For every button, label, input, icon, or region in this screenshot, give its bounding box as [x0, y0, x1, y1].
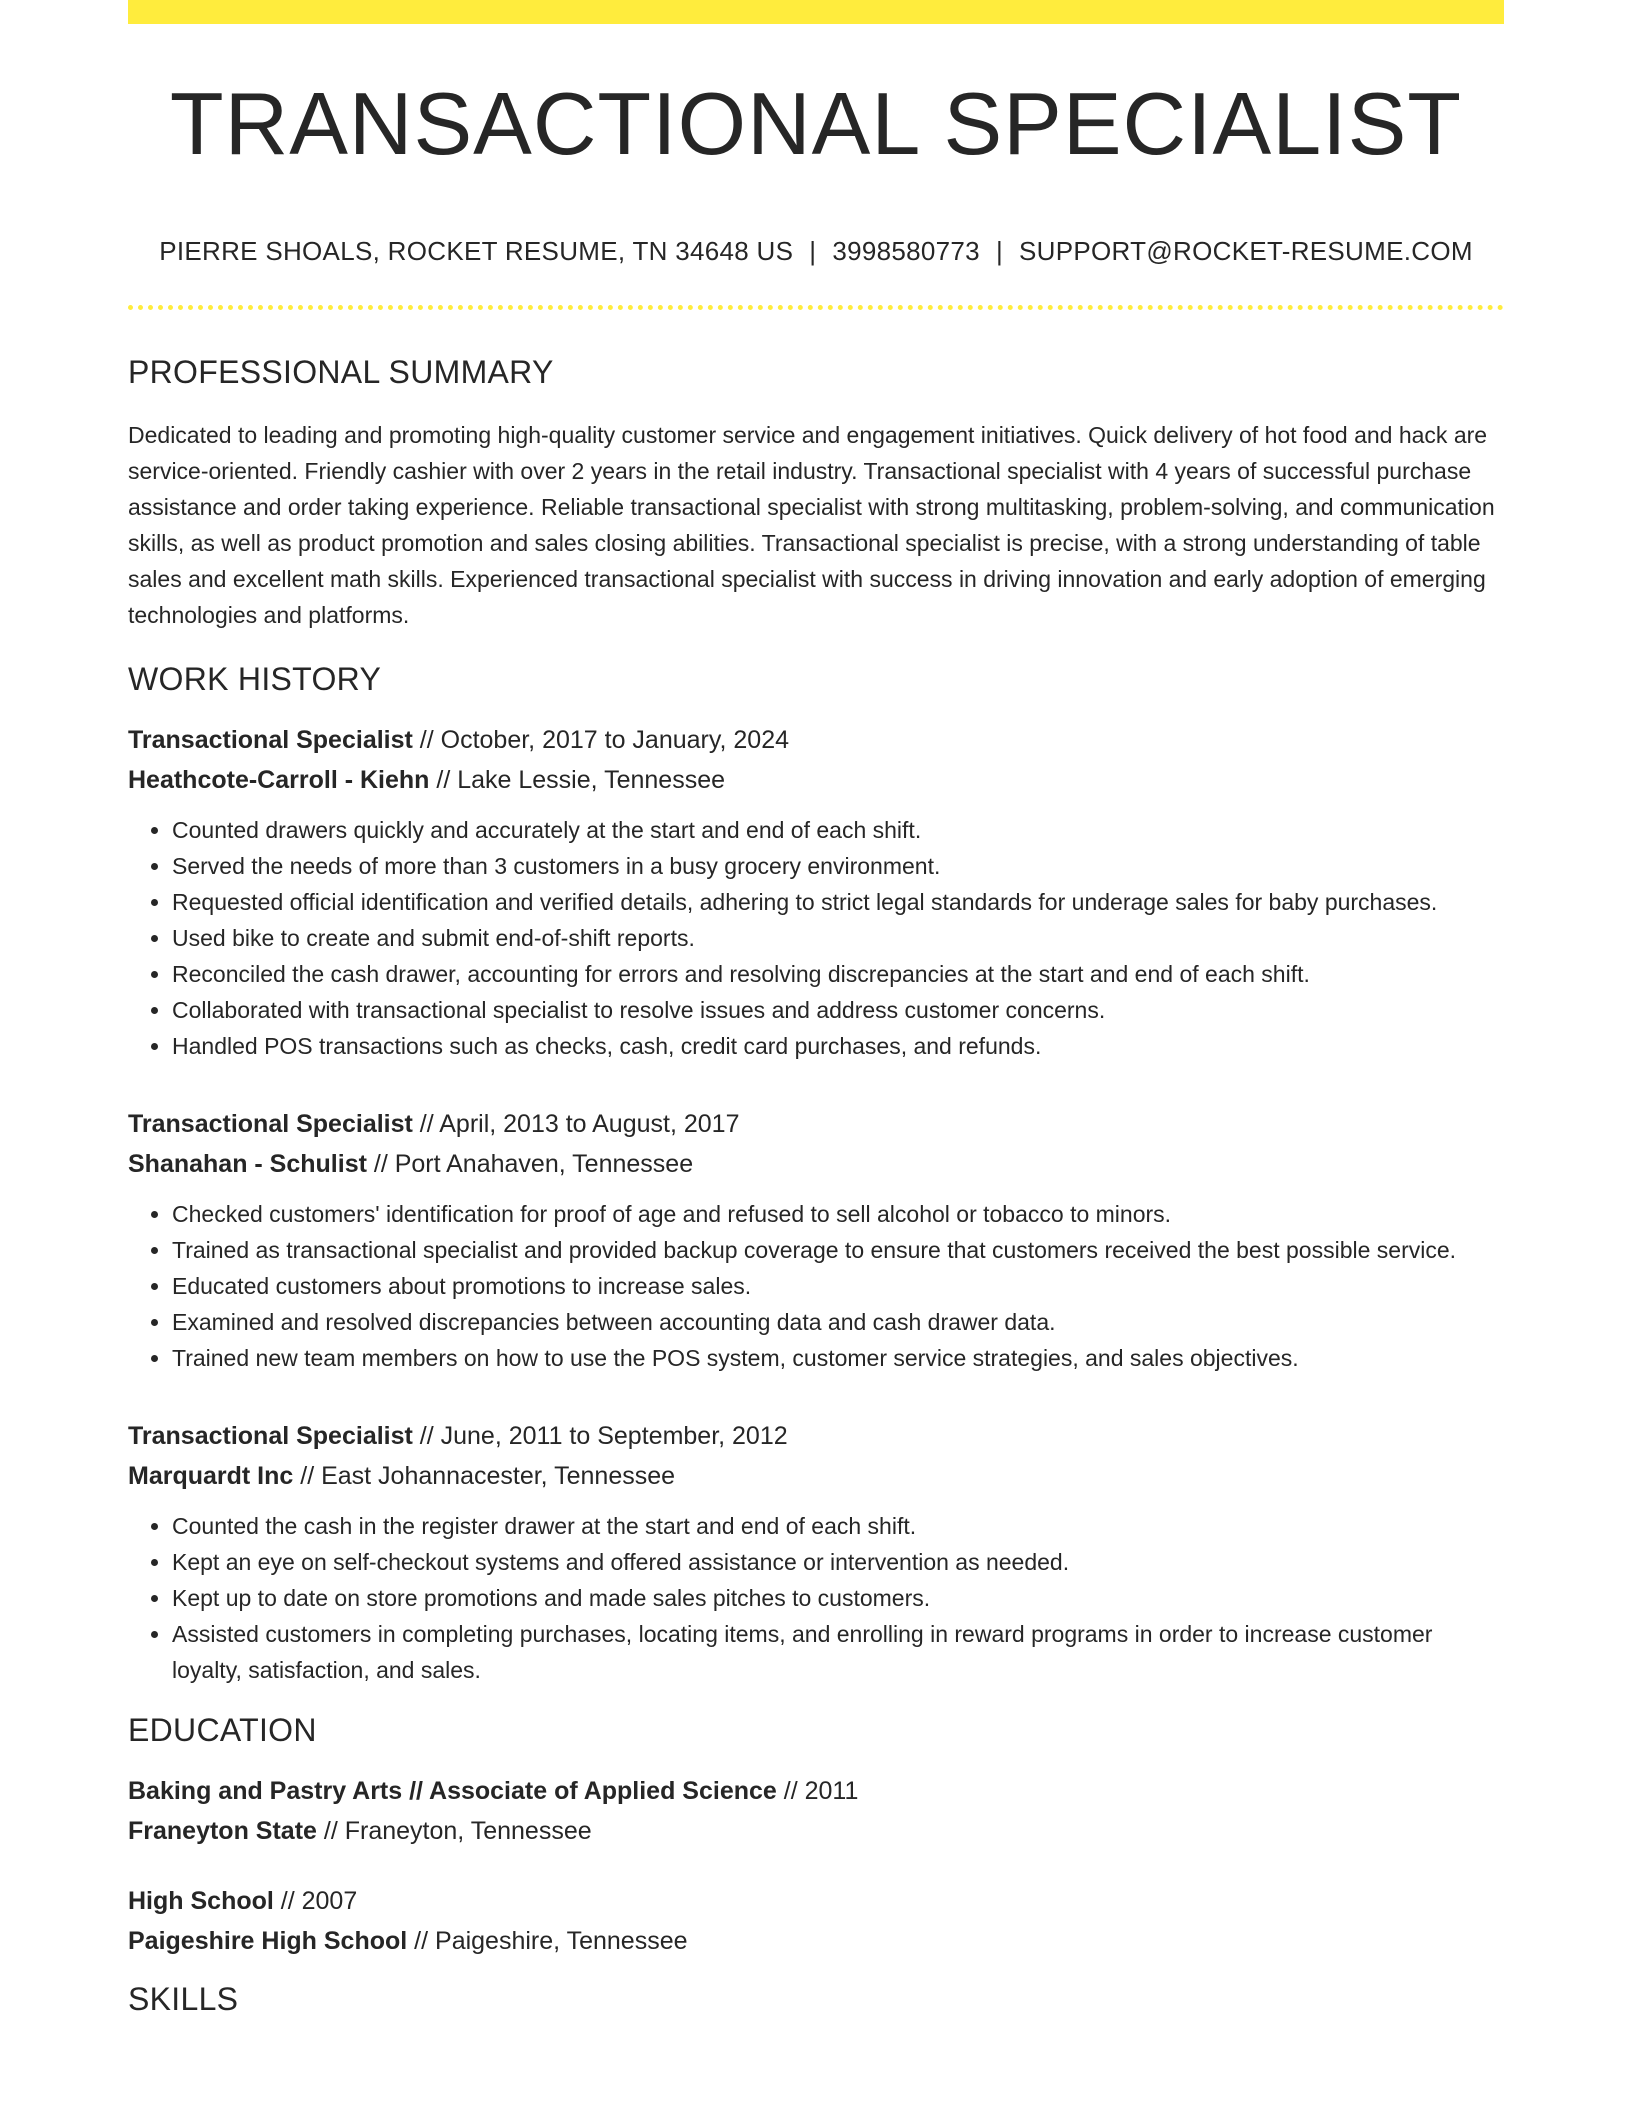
section-heading-summary: PROFESSIONAL SUMMARY: [128, 354, 554, 390]
job-role: Transactional Specialist: [128, 1422, 413, 1450]
job-bullet: • Reconciled the cash drawer, accounting for errors and resolving discrepancies at the start and end of each shift.: [172, 956, 1504, 992]
education-year: // 2007: [273, 1887, 358, 1915]
job-company-line: [128, 1456, 1504, 1496]
job-entry: [128, 720, 1504, 1064]
job-company: Heathcote-Carroll - Kiehn: [128, 766, 430, 794]
job-bullets: [128, 812, 1504, 1064]
job-bullet: • Handled POS transactions such as checks, cash, credit card purchases, and refunds.: [172, 1028, 1504, 1064]
job-bullet: • Requested official identification and verified details, adhering to strict legal standards for underage sales for baby purchases.: [172, 884, 1504, 920]
job-bullet: • Checked customers' identification for proof of age and refused to sell alcohol or tobacco to minors.: [172, 1196, 1504, 1232]
job-role: Transactional Specialist: [128, 1110, 413, 1138]
job-location: // Lake Lessie, Tennessee: [429, 766, 726, 794]
job-bullet: • Counted the cash in the register drawer at the start and end of each shift.: [172, 1508, 1504, 1544]
education-school-line: [128, 1811, 1504, 1851]
job-entry: [128, 1104, 1504, 1376]
resume-content: [128, 24, 1504, 2018]
contact-separator: |: [995, 236, 1004, 266]
job-company: Marquardt Inc: [128, 1462, 294, 1490]
education-location: // Paigeshire, Tennessee: [407, 1927, 688, 1955]
section-heading-education: EDUCATION: [128, 1712, 317, 1748]
education-location: // Franeyton, Tennessee: [316, 1817, 592, 1845]
job-bullet: • Counted drawers quickly and accurately at the start and end of each shift.: [172, 812, 1504, 848]
job-entry: [128, 1416, 1504, 1688]
summary-text: Dedicated to leading and promoting high-quality customer service and engagement initiatives. Quick delivery of hot food and hack are service-oriented. Friendly cashier with over 2 years in the retail industry. Transactional specialist with 4 years of successful purchase assistance and order taking experience. Reliable transactional specialist with strong multitasking, problem-solving, and communication skills, as well as product promotion and sales closing abilities. Transactional specialist is precise, with a strong understanding of table sales and excellent math skills. Experienced transactional specialist with success in driving innovation and early adoption of emerging technologies and platforms.: [128, 422, 1495, 628]
job-bullet: • Served the needs of more than 3 customers in a busy grocery environment.: [172, 848, 1504, 884]
job-dates: // June, 2011 to September, 2012: [412, 1422, 788, 1450]
job-bullet: • Collaborated with transactional specialist to resolve issues and address customer concerns.: [172, 992, 1504, 1028]
job-dates: // October, 2017 to January, 2024: [412, 726, 790, 754]
contact-separator: |: [809, 236, 817, 266]
job-location: // Port Anahaven, Tennessee: [366, 1150, 694, 1178]
section-heading-work-history: WORK HISTORY: [128, 661, 382, 697]
job-role: Transactional Specialist: [128, 726, 413, 754]
education-entry: [128, 1881, 1504, 1961]
job-dates: // April, 2013 to August, 2017: [412, 1110, 740, 1138]
job-bullet: • Assisted customers in completing purchases, locating items, and enrolling in reward programs in order to increase customer loyalty, satisfaction, and sales.: [172, 1616, 1504, 1688]
job-bullet: • Trained as transactional specialist and provided backup coverage to ensure that customers received the best possible service.: [172, 1232, 1504, 1268]
education-degree-line: [128, 1771, 1504, 1811]
job-bullet: • Examined and resolved discrepancies between accounting data and cash drawer data.: [172, 1304, 1504, 1340]
contact-email: SUPPORT@ROCKET-RESUME.COM: [1019, 236, 1473, 266]
contact-address: PIERRE SHOALS, ROCKET RESUME, TN 34648 US: [159, 236, 794, 266]
education-school: Franeyton State: [128, 1817, 317, 1845]
job-bullet: • Educated customers about promotions to increase sales.: [172, 1268, 1504, 1304]
job-location: // East Johannacester, Tennessee: [293, 1462, 676, 1490]
education-school: Paigeshire High School: [128, 1927, 408, 1955]
education-degree: High School: [128, 1887, 274, 1915]
education-school-line: [128, 1921, 1504, 1961]
contact-phone: 3998580773: [832, 236, 980, 266]
job-title-line: [128, 1416, 1504, 1456]
job-title-line: [128, 720, 1504, 760]
section-heading-skills: SKILLS: [128, 1981, 239, 2017]
education-entry: [128, 1771, 1504, 1851]
job-bullets: [128, 1508, 1504, 1688]
job-title-line: [128, 1104, 1504, 1144]
contact-line: [128, 236, 1504, 267]
job-bullet: • Kept an eye on self-checkout systems and offered assistance or intervention as needed.: [172, 1544, 1504, 1580]
education-degree-line: [128, 1881, 1504, 1921]
education-year: // 2011: [776, 1777, 859, 1805]
job-company-line: [128, 760, 1504, 800]
job-bullet: • Kept up to date on store promotions and made sales pitches to customers.: [172, 1580, 1504, 1616]
accent-top-bar: [128, 0, 1504, 24]
job-bullets: [128, 1196, 1504, 1376]
resume-title: TRANSACTIONAL SPECIALIST: [169, 74, 1463, 173]
job-company: Shanahan - Schulist: [128, 1150, 367, 1178]
dotted-divider: [128, 305, 1504, 310]
education-degree: Baking and Pastry Arts // Associate of Applied Science: [128, 1777, 777, 1805]
job-bullet: • Used bike to create and submit end-of-shift reports.: [172, 920, 1504, 956]
job-company-line: [128, 1144, 1504, 1184]
job-bullet: • Trained new team members on how to use the POS system, customer service strategies, and sales objectives.: [172, 1340, 1504, 1376]
